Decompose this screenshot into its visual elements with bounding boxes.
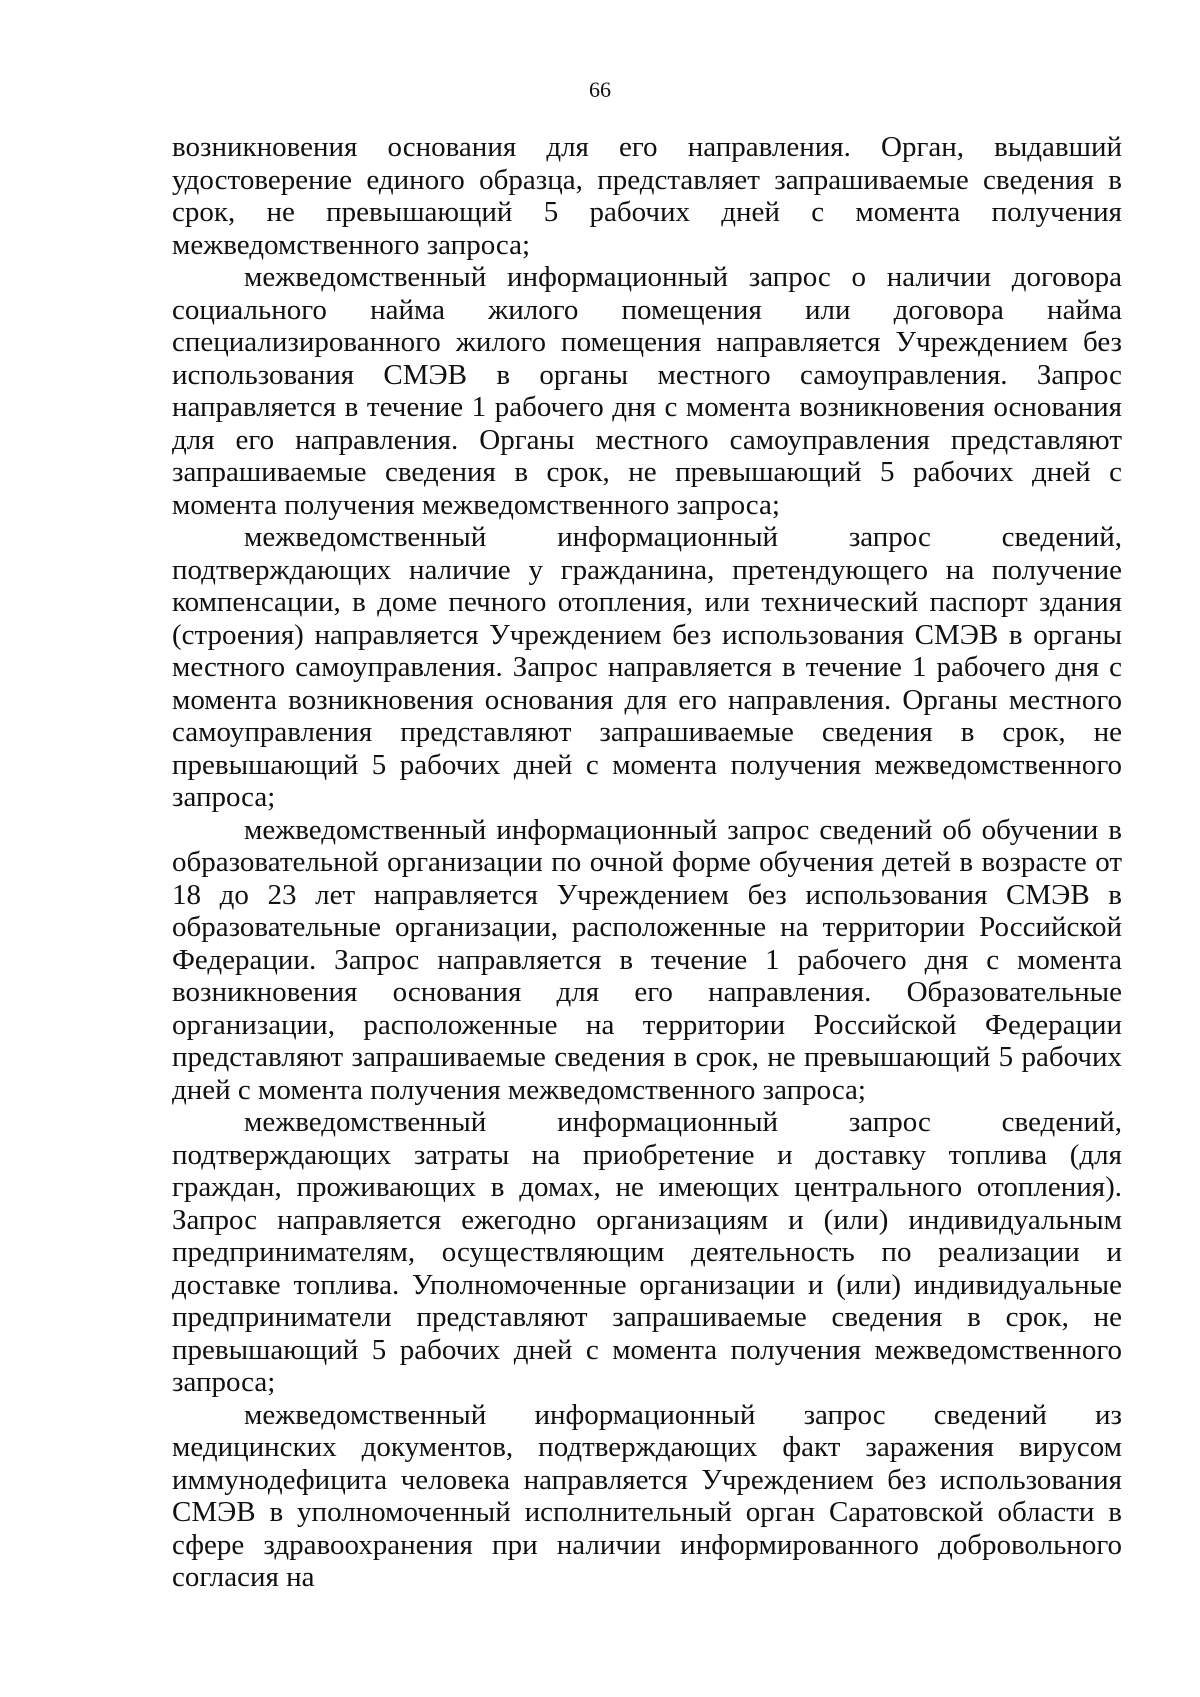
page-number: 66	[589, 77, 611, 102]
paragraph-fuel-costs-request: межведомственный информационный запрос сведений, подтверждающих затраты на приобретение и доставку топлива (для граждан, проживающих в домах, не имеющих центрального отопления). Запрос направляется ежегодно организациям и (или) индивидуальным предпринимателям, осуществляющим деятельность по реализации и доставке топлива. Уполномоченные организации и (или) индивидуальные предприниматели представляют запрашиваемые сведения в срок, не превышающий 5 рабочих дней с момента получения межведомственного запроса;	[172, 1106, 1122, 1398]
paragraph-medical-documents-request: межведомственный информационный запрос сведений из медицинских документов, подтверждающих факт заражения вирусом иммунодефицита человека направляется Учреждением без использования СМЭВ в уполномоченный исполнительный орган Саратовской области в сфере здравоохранения при наличии информированного добровольного согласия на	[172, 1398, 1122, 1593]
paragraph-stove-heating-request: межведомственный информационный запрос сведений, подтверждающих наличие у гражданина, претендующего на получение компенсации, в доме печного отопления, или технический паспорт здания (строения) направляется Учреждением без использования СМЭВ в органы местного самоуправления. Запрос направляется в течение 1 рабочего дня с момента возникновения основания для его направления. Органы местного самоуправления представляют запрашиваемые сведения в срок, не превышающий 5 рабочих дней с момента получения межведомственного запроса;	[172, 521, 1122, 813]
paragraph-continuation: возникновения основания для его направления. Орган, выдавший удостоверение единого образца, представляет запрашиваемые сведения в срок, не превышающий 5 рабочих дней с момента получения межведомственного запроса;	[172, 131, 1122, 261]
paragraph-social-housing-request: межведомственный информационный запрос о наличии договора социального найма жилого помещения или договора найма специализированного жилого помещения направляется Учреждением без использования СМЭВ в органы местного самоуправления. Запрос направляется в течение 1 рабочего дня с момента возникновения основания для его направления. Органы местного самоуправления представляют запрашиваемые сведения в срок, не превышающий 5 рабочих дней с момента получения межведомственного запроса;	[172, 261, 1122, 521]
paragraph-education-request: межведомственный информационный запрос сведений об обучении в образовательной организации по очной форме обучения детей в возрасте от 18 до 23 лет направляется Учреждением без использования СМЭВ в образовательные организации, расположенные на территории Российской Федерации. Запрос направляется в течение 1 рабочего дня с момента возникновения основания для его направления. Образовательные организации, расположенные на территории Российской Федерации представляют запрашиваемые сведения в срок, не превышающий 5 рабочих дней с момента получения межведомственного запроса;	[172, 813, 1122, 1106]
document-body	[172, 131, 1122, 1594]
